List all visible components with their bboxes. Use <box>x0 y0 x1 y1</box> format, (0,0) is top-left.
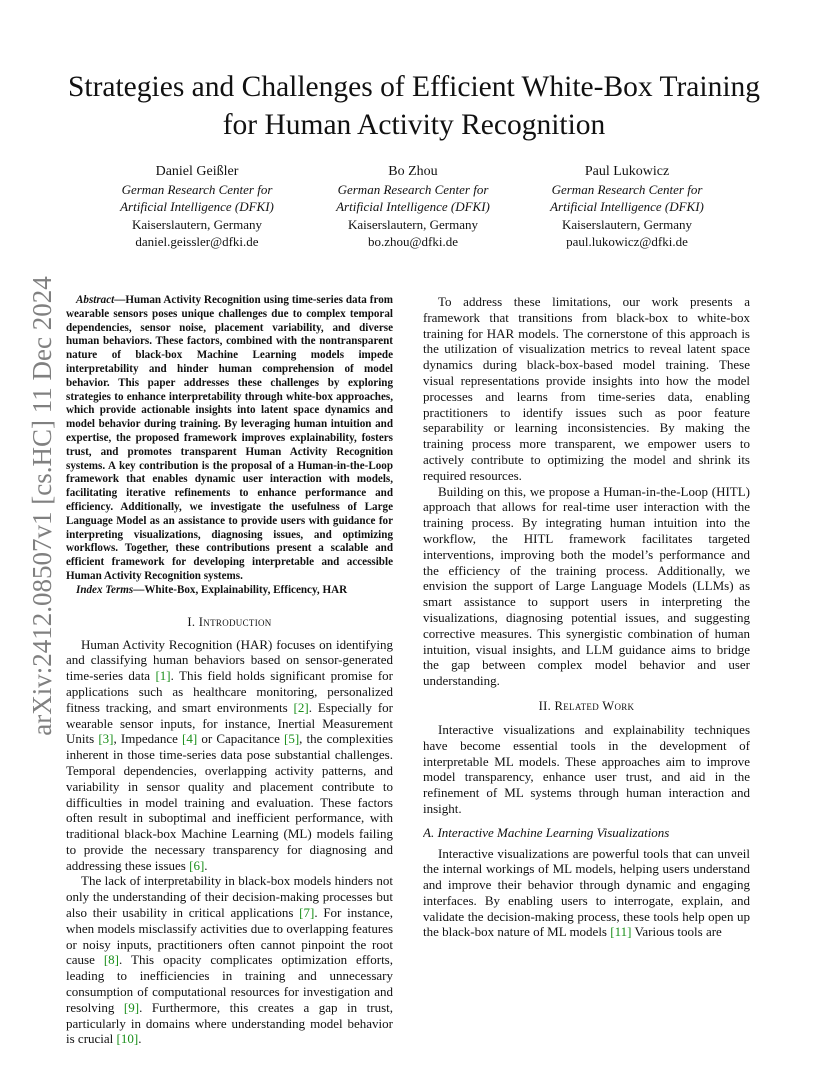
paragraph: To address these limitations, our work presents a framework that transitions from black-box to white-box training for HAR models. The cornerstone of this approach is the utilization of visualization metrics to reveal latent space dynamics during black-box-based model training. These visual representations provide insights into how the model processes and learns from time-series data, enabling practitioners to identify issues such as poor feature separability or learning inconsistencies. By making the training process more transparent, we empower users to actively contribute to optimizing the model and shrink its required resources. <box>423 294 750 483</box>
citation-link[interactable]: [11] <box>610 924 632 940</box>
index-terms-text: —White-Box, Explainability, Efficency, HAR <box>133 583 348 596</box>
citation-link[interactable]: [1] <box>155 668 171 684</box>
author-block <box>77 162 317 250</box>
author-name: Paul Lukowicz <box>584 164 670 179</box>
left-column <box>66 294 393 1047</box>
arxiv-stamp: arXiv:2412.08507v1 [cs.HC] 11 Dec 2024 <box>27 276 57 736</box>
author-affiliation: Artificial Intelligence (DFKI) <box>120 199 274 215</box>
citation-link[interactable]: [8] <box>103 952 120 968</box>
citation-link[interactable]: [4] <box>182 731 198 747</box>
author-affiliation: German Research Center for <box>121 182 273 197</box>
author-affiliation: German Research Center for <box>551 182 703 197</box>
citation-link[interactable]: [2] <box>293 699 309 715</box>
abstract-label: Abstract <box>76 294 115 306</box>
author-block <box>507 162 747 250</box>
section-heading: II. Related Work <box>538 698 635 713</box>
paragraph: The lack of interpretability in black-box models hinders not only the understanding of their decision-making processes but also their usability in critical applications [7]. For instance, when models misclassify activities due to overlapping features or noisy inputs, practitioners often cannot pinpoint the root cause [8]. This opacity complicates optimization efforts, leading to inefficiencies in training and unnecessary consumption of computational resources for investigation and resolving [9]. Furthermore, this creates a gap in trust, particularly in domains where understanding model behavior is crucial [10]. <box>66 873 394 1047</box>
index-terms <box>66 584 393 598</box>
author-name: Daniel Geißler <box>155 164 239 179</box>
paragraph: Human Activity Recognition (HAR) focuses on identifying and classifying human behaviors based on sensor-generated time-series data [1]. This field holds significant promise for applications such as healthcare monitoring, personalized fitness tracking, and smart environments [2]. Especially for wearable sensor inputs, for instance, Inertial Measurement Units [3], Impedance [4] or Capacitance [5], the complexities inherent in those time-series data pose substantial challenges. Temporal dependencies, overlapping activity patterns, and variability in sensor quality and placement contribute to difficulties in model training and evaluation. These factors often result in suboptimal and inefficient performance, with traditional black-box Machine Learning (ML) models failing to provide the necessary transparency for diagnosing and addressing these issues [6]. <box>66 636 393 873</box>
author-email: daniel.geissler@dfki.de <box>135 233 259 249</box>
author-affiliation: German Research Center for <box>337 182 489 197</box>
abstract <box>66 294 393 584</box>
author-block <box>293 162 533 250</box>
citation-link[interactable]: [7] <box>299 905 315 921</box>
author-affiliation: Artificial Intelligence (DFKI) <box>336 199 490 215</box>
abstract-text: —Human Activity Recognition using time-series data from wearable sensors poses unique challenges due to complex temporal dependencies, sensor noise, placement variability, and diverse human behaviors. These factors, combined with the nontransparent nature of black-box Machine Learning models impede interpretability and hinder human comprehension of model behavior. This paper addresses these challenges by exploring strategies to enhance interpretability through white-box approaches, which provide actionable insights into latent space dynamics and model behavior during training. By leveraging human intuition and expertise, the proposed framework improves explainability, fosters trust, and promotes transparent Human Activity Recognition systems. A key contribution is the proposal of a Human-in-the-Loop framework that enables dynamic user interaction with models, facilitating iterative refinements to enhance performance and efficiency. Additionally, we investigate the usefulness of Large Language Model as an assistance to provide users with guidance for interpreting visualizations, diagnosing issues, and optimizing workflows. Together, these contributions present a scalable and efficient framework for developing interpretable and accessible Human Activity Recognition systems. <box>66 294 393 582</box>
citation-link[interactable]: [9] <box>123 999 140 1015</box>
citation-link[interactable]: [3] <box>98 731 114 747</box>
citation-link[interactable]: [5] <box>283 731 300 747</box>
subsection-heading: A. Interactive Machine Learning Visualizations <box>423 824 670 840</box>
author-location: Kaiserslautern, Germany <box>562 216 692 232</box>
author-email: bo.zhou@dfki.de <box>368 233 458 249</box>
citation-link[interactable]: [6] <box>189 857 205 873</box>
index-terms-label: Index Terms <box>76 583 134 596</box>
right-column <box>423 294 750 1034</box>
section-heading: I. Introduction <box>187 614 272 629</box>
author-location: Kaiserslautern, Germany <box>132 216 262 232</box>
author-affiliation: Artificial Intelligence (DFKI) <box>550 199 704 215</box>
author-name: Bo Zhou <box>388 164 438 179</box>
right-column-flow <box>423 294 750 940</box>
citation-link[interactable]: [10] <box>116 1031 139 1047</box>
author-location: Kaiserslautern, Germany <box>348 216 478 232</box>
paragraph: Interactive visualizations and explainability techniques have become essential tools in the development of interpretable ML models. These approaches aim to improve model transparency, enhance user trust, and aid in the refinement of ML systems through human interaction and insight. <box>423 721 750 816</box>
author-email: paul.lukowicz@dfki.de <box>566 233 688 249</box>
paper-title: Strategies and Challenges of Efficient White-Box Training for Human Activity Recognition <box>67 71 761 141</box>
paragraph: Interactive visualizations are powerful tools that can unveil the internal workings of ML models, helping users understand and improve their behavior through dynamic and engaging interfaces. By enabling users to interrogate, explain, and validate the decision-making process, these tools help open up the black-box nature of ML models [11] Various tools are <box>423 845 750 940</box>
paragraph: Building on this, we propose a Human-in-the-Loop (HITL) approach that allows for real-time user interaction with the training process. By integrating human intuition into the workflow, the HITL framework facilitates targeted interventions, improving both the model’s performance and the efficiency of the training process. Additionally, we envision the support of Large Language Models (LLMs) as smart assistance to support users in interpreting the visualizations, diagnosing potential issues, and suggesting corrective measures. This synergistic combination of human intuition, visual insights, and LLM guidance aims to bridge the gap between complex model behavior and user understanding. <box>423 483 750 689</box>
